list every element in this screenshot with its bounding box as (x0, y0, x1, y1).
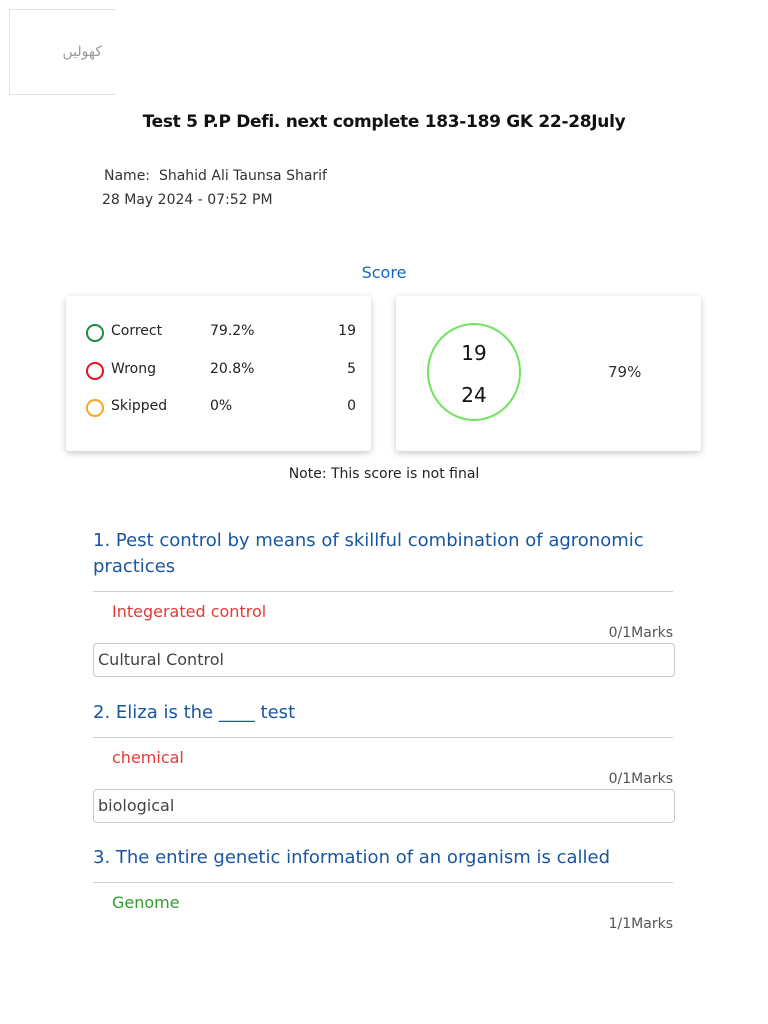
question-item (93, 700, 675, 823)
name-label: Name: (104, 168, 151, 184)
question-item (93, 845, 675, 932)
stat-row-wrong (86, 361, 356, 383)
stat-row-correct (86, 323, 356, 345)
stat-percent: 79.2% (210, 323, 255, 339)
score-percentage: 79% (608, 363, 642, 381)
stat-label: Wrong (111, 361, 156, 377)
stat-row-skipped (86, 398, 356, 420)
test-title: Test 5 P.P Defi. next complete 183-189 GK 22-28July (142, 112, 626, 132)
stat-percent: 20.8% (210, 361, 255, 377)
skipped-circle-icon (86, 399, 104, 417)
user-response-field[interactable]: biological (93, 789, 675, 823)
stat-label: Skipped (111, 398, 168, 414)
correct-answer: Genome (112, 893, 180, 912)
stat-count: 0 (347, 398, 356, 414)
open-button-label: کھولیں (62, 44, 102, 60)
question-title: 1. Pest control by means of skillful combination of agronomic practices (93, 530, 644, 577)
question-marks: 0/1Marks (608, 771, 673, 787)
open-button[interactable] (9, 9, 116, 95)
test-meta (102, 164, 327, 212)
score-summary-card (396, 296, 701, 451)
question-marks: 1/1Marks (608, 916, 673, 932)
test-datetime: 28 May 2024 - 07:52 PM (102, 192, 273, 208)
wrong-circle-icon (86, 362, 104, 380)
candidate-name-row (102, 164, 327, 188)
correct-answer: chemical (112, 748, 184, 767)
stat-count: 19 (338, 323, 356, 339)
correct-circle-icon (86, 324, 104, 342)
question-title: 3. The entire genetic information of an organism is called (93, 847, 611, 868)
question-item (93, 528, 675, 677)
score-obtained: 19 (461, 341, 487, 365)
question-marks: 0/1Marks (608, 625, 673, 641)
user-response-field[interactable]: Cultural Control (93, 643, 675, 677)
question-divider (93, 591, 673, 592)
question-title: 2. Eliza is the ____ test (93, 702, 296, 723)
score-note: Note: This score is not final (288, 466, 480, 482)
score-ring (427, 323, 521, 421)
score-heading: Score (361, 263, 407, 282)
stat-label: Correct (111, 323, 163, 339)
candidate-name: Shahid Ali Taunsa Sharif (158, 168, 327, 184)
score-total: 24 (461, 383, 487, 407)
stat-count: 5 (347, 361, 356, 377)
question-divider (93, 737, 673, 738)
question-divider (93, 882, 673, 883)
correct-answer: Integerated control (112, 602, 267, 621)
score-breakdown-card (66, 296, 371, 451)
stat-percent: 0% (210, 398, 233, 414)
